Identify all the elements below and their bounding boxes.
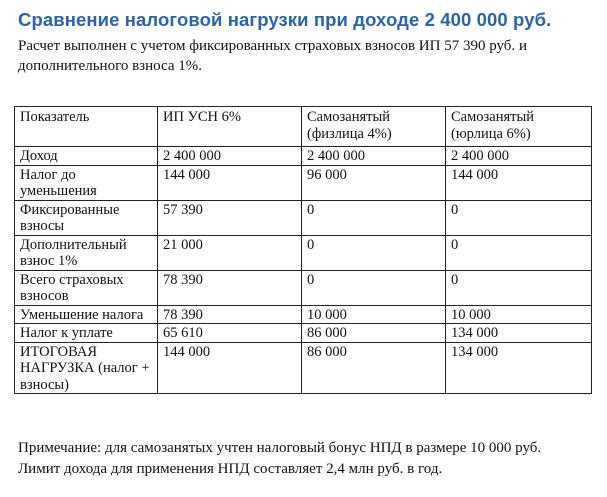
tax-comparison-table — [14, 106, 592, 394]
header-indicator: Показатель — [15, 107, 158, 147]
table-row — [15, 147, 592, 166]
table-row — [15, 235, 592, 270]
header-self-employed-companies: Самозанятый (юрлица 6%) — [446, 107, 592, 147]
cell-value: 134 000 — [446, 324, 592, 343]
row-label: Всего страховых взносов — [15, 270, 158, 305]
cell-value: 65 610 — [158, 324, 302, 343]
table-row — [15, 305, 592, 324]
document-subtitle: Расчет выполнен с учетом фиксированных страховых взносов ИП 57 390 руб. и дополнительного взноса 1%. — [18, 38, 527, 74]
row-label: Уменьшение налога — [15, 305, 158, 324]
row-label: Налог к уплате — [15, 324, 158, 343]
cell-value: 96 000 — [302, 165, 446, 200]
cell-value: 0 — [302, 200, 446, 235]
header-ip-usn: ИП УСН 6% — [158, 107, 302, 147]
cell-value: 2 400 000 — [446, 147, 592, 166]
cell-value: 144 000 — [158, 342, 302, 394]
row-label: Налог до уменьшения — [15, 165, 158, 200]
cell-value: 2 400 000 — [158, 147, 302, 166]
cell-value: 0 — [302, 235, 446, 270]
footnote-line: Лимит дохода для применения НПД составляет 2,4 млн руб. в год. — [18, 461, 443, 477]
cell-value: 86 000 — [302, 324, 446, 343]
cell-value: 78 390 — [158, 305, 302, 324]
footnote — [18, 438, 598, 480]
cell-value: 21 000 — [158, 235, 302, 270]
table-row — [15, 324, 592, 343]
cell-value: 144 000 — [446, 165, 592, 200]
row-label: ИТОГОВАЯ НАГРУЗКА (налог + взносы) — [15, 342, 158, 394]
cell-value: 134 000 — [446, 342, 592, 394]
cell-value: 78 390 — [158, 270, 302, 305]
cell-value: 0 — [302, 270, 446, 305]
cell-value: 0 — [446, 200, 592, 235]
footnote-line: Примечание: для самозанятых учтен налоговый бонус НПД в размере 10 000 руб. — [18, 440, 542, 456]
table-row-total — [15, 342, 592, 394]
cell-value: 0 — [446, 270, 592, 305]
cell-value: 10 000 — [446, 305, 592, 324]
cell-value: 86 000 — [302, 342, 446, 394]
header-self-employed-individuals: Самозанятый (физлица 4%) — [302, 107, 446, 147]
row-label: Фиксированные взносы — [15, 200, 158, 235]
table-row — [15, 270, 592, 305]
document-title: Сравнение налоговой нагрузки при доходе 2 400 000 руб. — [18, 9, 552, 30]
cell-value: 0 — [446, 235, 592, 270]
table-header-row — [15, 107, 592, 147]
cell-value: 144 000 — [158, 165, 302, 200]
row-label: Дополнительный взнос 1% — [15, 235, 158, 270]
cell-value: 2 400 000 — [302, 147, 446, 166]
cell-value: 57 390 — [158, 200, 302, 235]
row-label: Доход — [15, 147, 158, 166]
table-row — [15, 200, 592, 235]
cell-value: 10 000 — [302, 305, 446, 324]
table-row — [15, 165, 592, 200]
